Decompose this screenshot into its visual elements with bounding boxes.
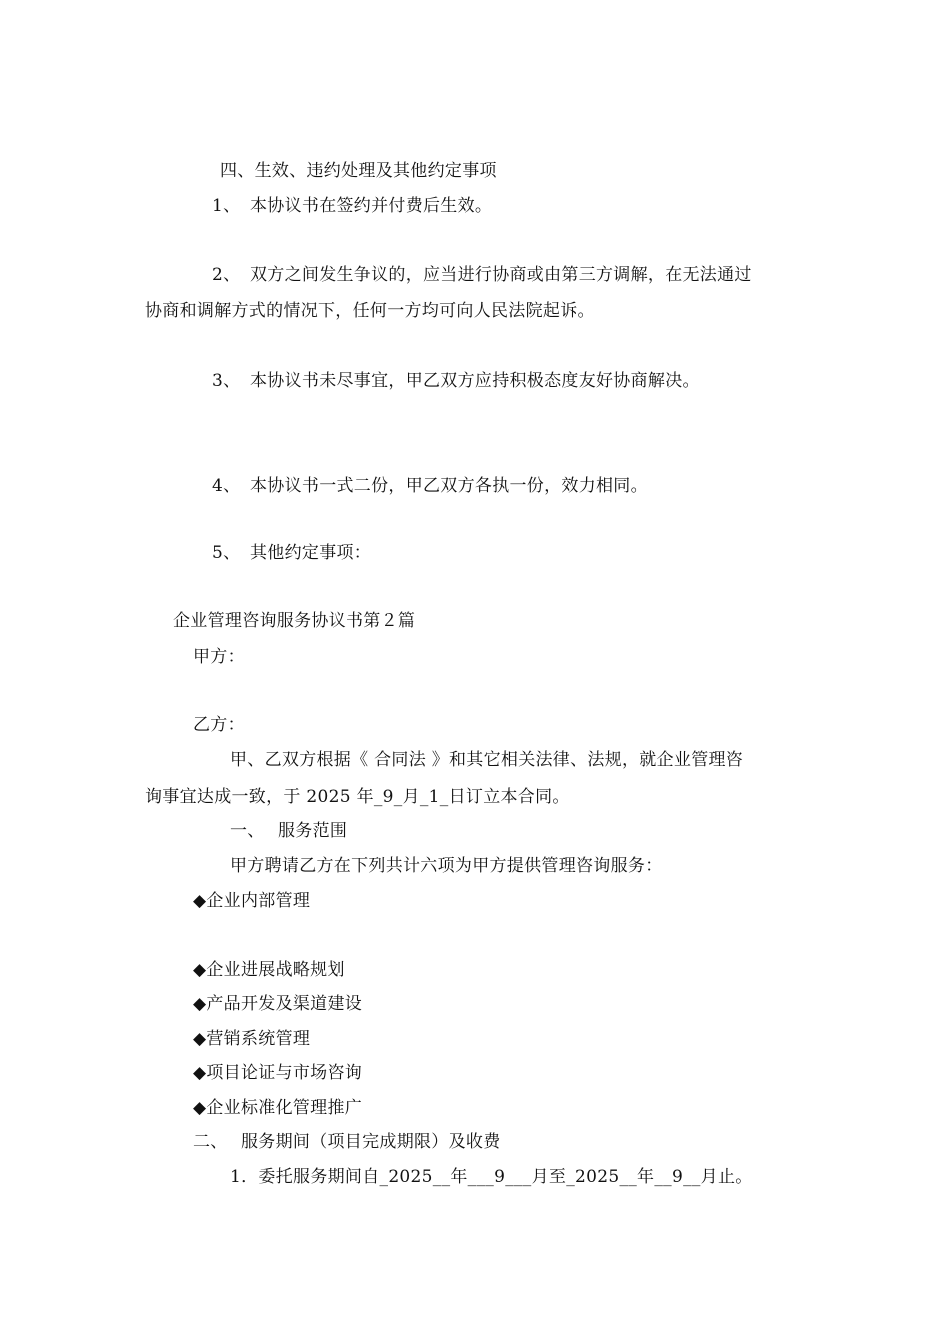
section-one-heading [230,820,347,842]
clause-number: 1、 [212,196,241,216]
service-item: ◆项目论证与市场咨询 [193,1063,363,1083]
clause-text: 本协议书在签约并付费后生效。 [250,196,493,216]
clause-5 [212,542,371,564]
section-number: 一、 [230,821,265,841]
service-item: ◆企业标准化管理推广 [193,1098,363,1118]
section-two-heading [193,1131,501,1153]
clause-3 [212,370,700,392]
section-number: 二、 [193,1132,228,1152]
clause-2-continued: 协商和调解方式的情况下，任何一方均可向人民法院起诉。 [145,301,595,321]
section-title: 服务范围 [278,821,348,841]
article-title: 企业管理咨询服务协议书第２篇 [173,611,416,631]
clause-text: 本协议书一式二份，甲乙双方各执一份，效力相同。 [250,476,648,496]
clause-number: 5、 [212,543,241,563]
party-b-label: 乙方： [193,715,245,735]
service-item: ◆企业进展战略规划 [193,960,345,980]
clause-number: 2、 [212,265,241,285]
party-a-label: 甲方： [193,647,245,667]
service-period: 1．委托服务期间自_2025__年___9___月至_2025__年__9__月止。 [230,1167,753,1187]
clause-1 [212,195,492,217]
intro-paragraph: 甲、乙双方根据《 合同法 》和其它相关法律、法规，就企业管理咨 [230,750,744,770]
section-title: 服务期间（项目完成期限）及收费 [241,1132,501,1152]
section-one-description: 甲方聘请乙方在下列共计六项为甲方提供管理咨询服务： [230,856,663,876]
service-item: ◆产品开发及渠道建设 [193,994,363,1014]
clause-number: 4、 [212,476,241,496]
section-heading: 四、生效、违约处理及其他约定事项 [220,161,497,181]
clause-text: 双方之间发生争议的，应当进行协商或由第三方调解，在无法通过 [250,265,752,285]
clause-2 [212,264,752,286]
clause-text: 本协议书未尽事宜，甲乙双方应持积极态度友好协商解决。 [250,371,700,391]
clause-text: 其他约定事项： [250,543,372,563]
service-item: ◆营销系统管理 [193,1029,311,1049]
intro-paragraph-continued: 询事宜达成一致，于 2025 年_9_月_1_日订立本合同。 [145,787,570,807]
service-item: ◆企业内部管理 [193,891,311,911]
clause-4 [212,475,648,497]
clause-number: 3、 [212,371,241,391]
